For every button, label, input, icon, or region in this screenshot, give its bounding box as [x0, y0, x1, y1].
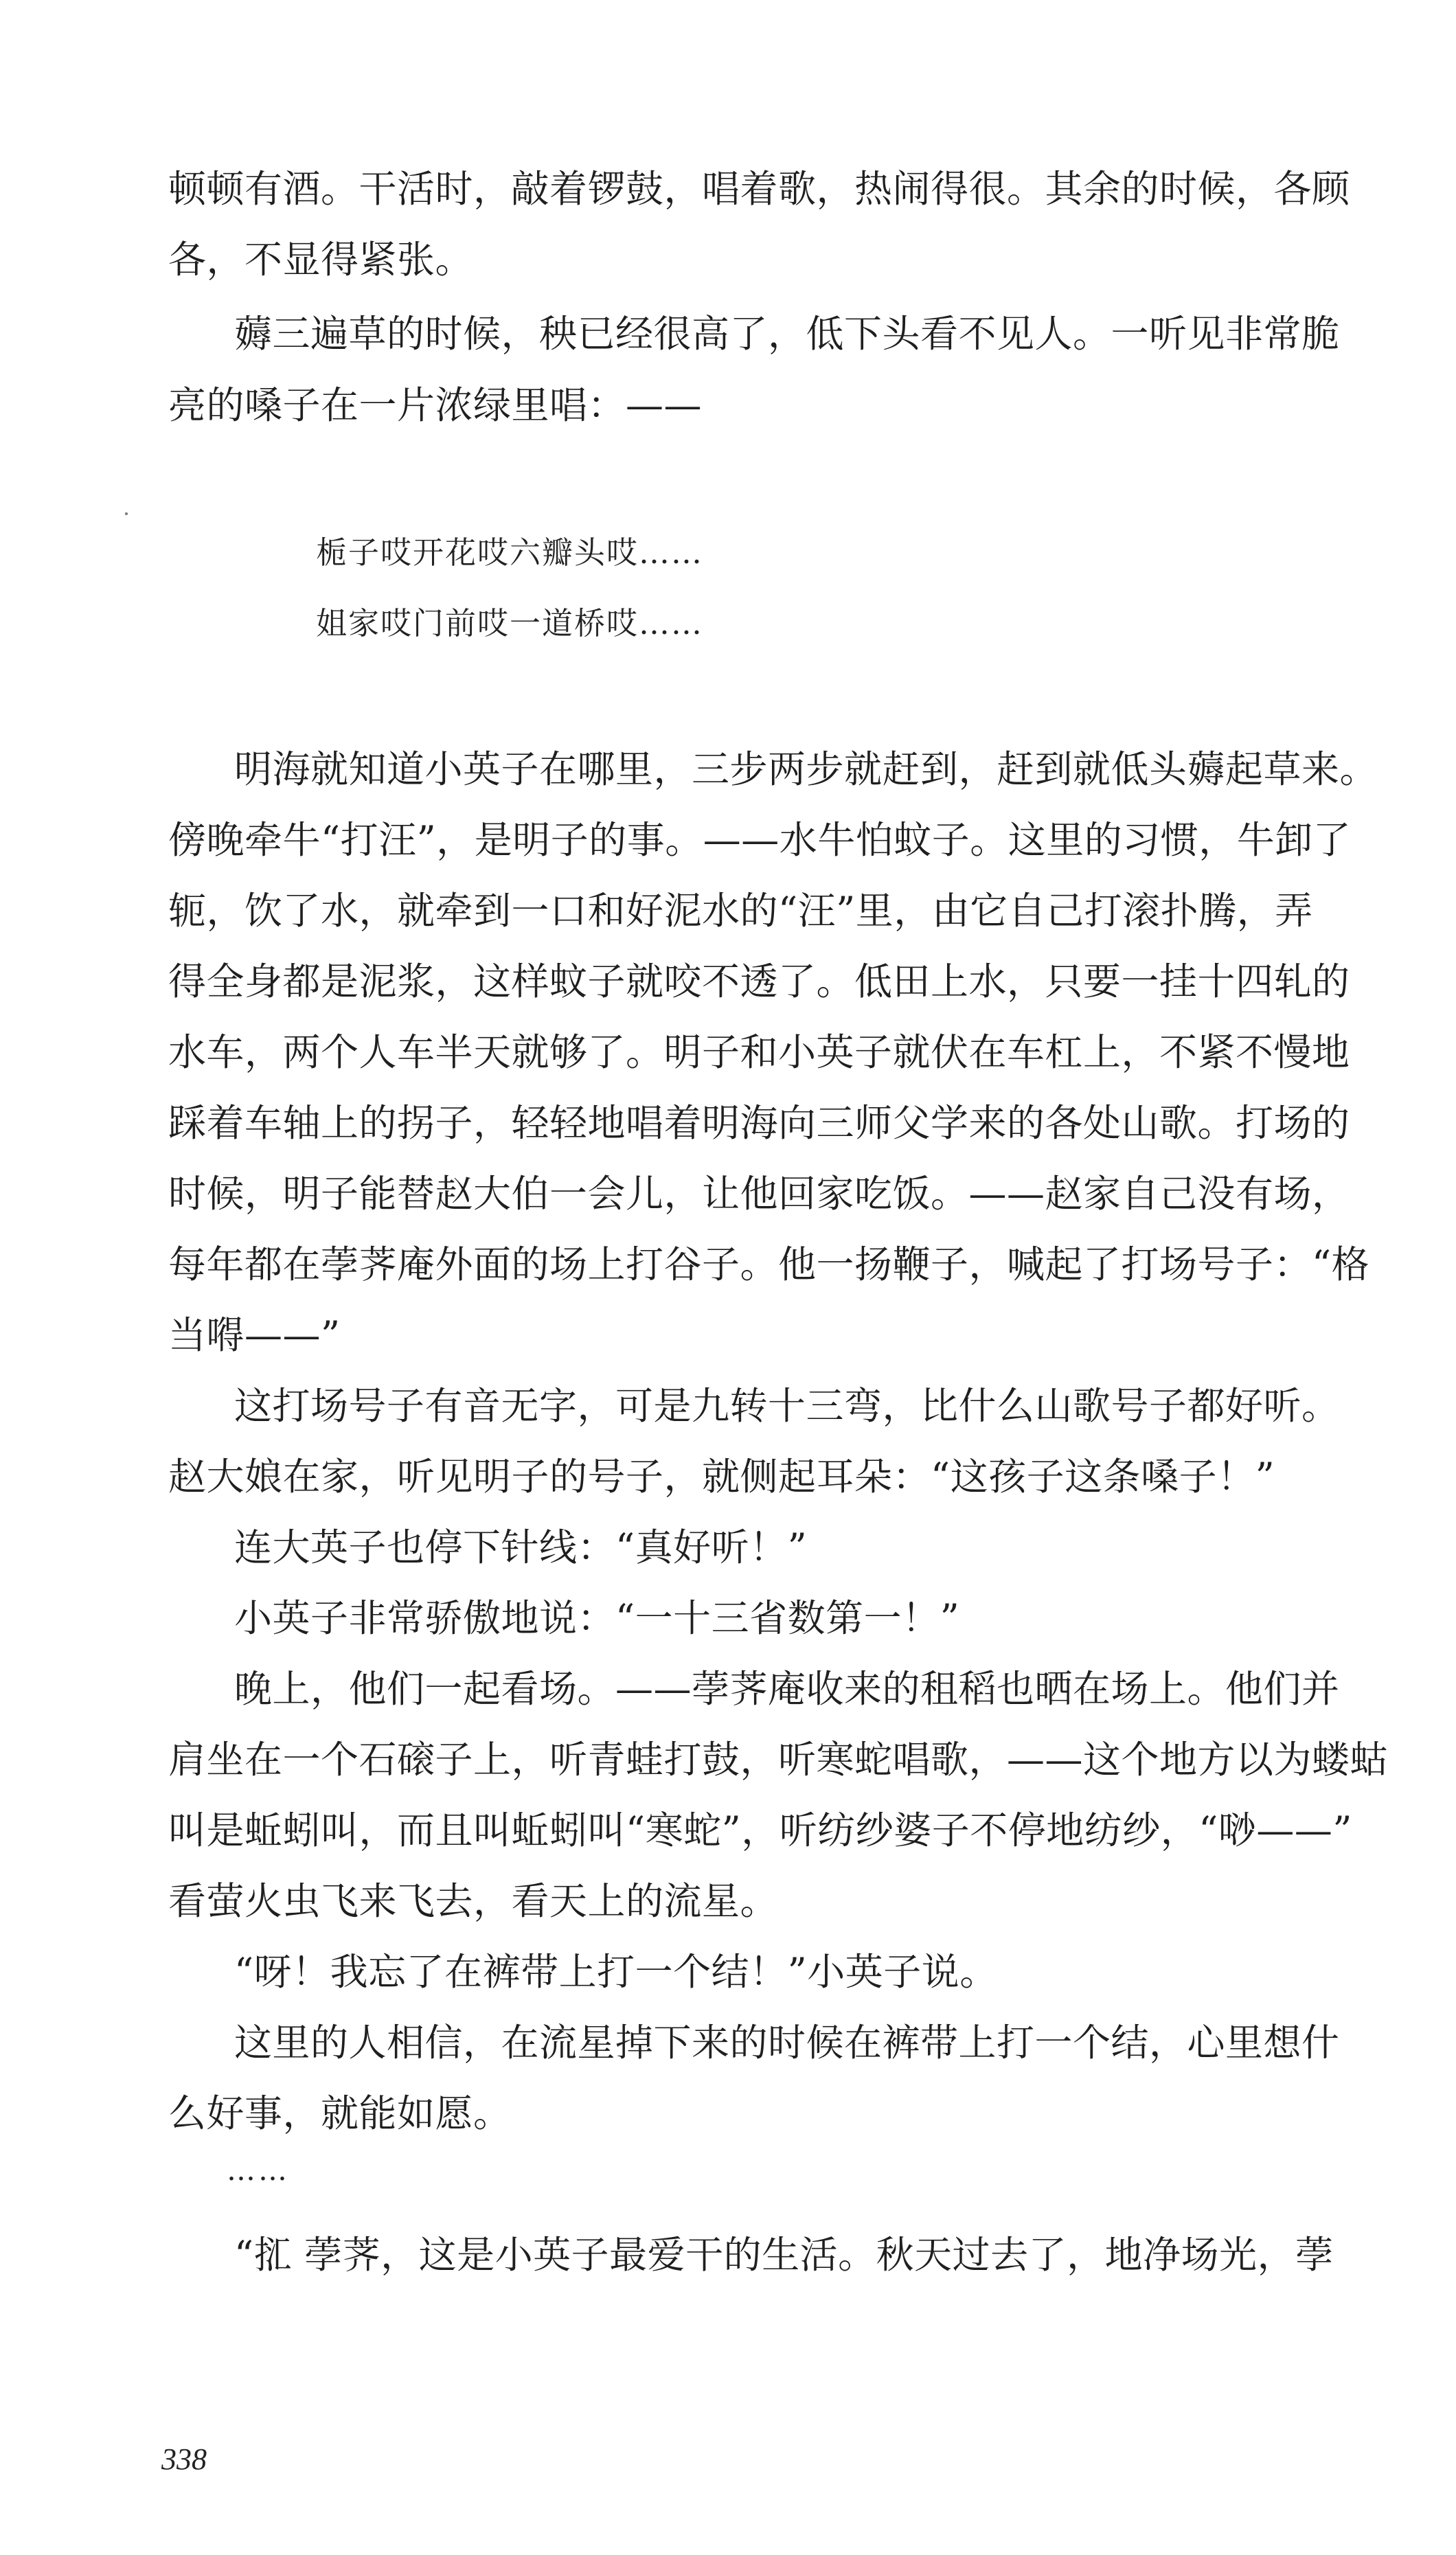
verse-line: 栀子哎开花哎六瓣头哎…… — [316, 534, 704, 571]
text-line: 薅三遍草的时候，秧已经很高了，低下头看不见人。一听见非常脆 — [234, 312, 1340, 356]
verse-line: 姐家哎门前哎一道桥哎…… — [316, 605, 704, 641]
text-line: 连大英子也停下针线：“真好听！” — [234, 1525, 808, 1569]
text-line: 肩坐在一个石磙子上，听青蛙打鼓，听寒蛇唱歌，——这个地方以为蝼蛄 — [168, 1738, 1389, 1782]
text-line: 傍晚牵牛“打汪”，是明子的事。——水牛怕蚊子。这里的习惯，牛卸了 — [168, 818, 1352, 862]
text-line: 当嘚——” — [168, 1313, 341, 1357]
text-line: 这里的人相信，在流星掉下来的时候在裤带上打一个结，心里想什 — [234, 2021, 1340, 2065]
text-line: 踩着车轴上的拐子，轻轻地唱着明海向三师父学来的各处山歌。打场的 — [168, 1101, 1350, 1145]
text-line: 叫是蚯蚓叫，而且叫蚯蚓叫“寒蛇”，听纺纱婆子不停地纺纱，“唦——” — [168, 1808, 1352, 1852]
text-line: 得全身都是泥浆，这样蚊子就咬不透了。低田上水，只要一挂十四轧的 — [168, 959, 1350, 1003]
text-line: 这打场号子有音无字，可是九转十三弯，比什么山歌号子都好听。 — [234, 1384, 1340, 1428]
text-line: 看萤火虫飞来飞去，看天上的流星。 — [168, 1879, 779, 1923]
text-line: 每年都在荸荠庵外面的场上打谷子。他一扬鞭子，喊起了打场号子：“格 — [168, 1242, 1370, 1286]
text-line: 水车，两个人车半天就够了。明子和小英子就伏在车杠上，不紧不慢地 — [168, 1030, 1350, 1074]
text-line: 明海就知道小英子在哪里，三步两步就赶到，赶到就低头薅起草来。 — [234, 747, 1378, 791]
page-number: 338 — [161, 2442, 207, 2476]
text-line: 亮的嗓子在一片浓绿里唱：—— — [168, 383, 703, 427]
text-line: 顿顿有酒。干活时，敲着锣鼓，唱着歌，热闹得很。其余的时候，各顾 — [168, 167, 1350, 211]
ellipsis-break: …… — [227, 2153, 290, 2187]
text-line: 赵大娘在家，听见明子的号子，就侧起耳朵：“这孩子这条嗓子！” — [168, 1455, 1275, 1499]
text-line: “呀！我忘了在裤带上打一个结！”小英子说。 — [234, 1950, 998, 1994]
margin-mark — [125, 512, 128, 515]
text-line: 么好事，就能如愿。 — [168, 2091, 512, 2135]
text-line: 各，不显得紧张。 — [168, 238, 474, 282]
text-line: 轭，饮了水，就牵到一口和好泥水的“汪”里，由它自己打滚扑腾，弄 — [168, 889, 1313, 933]
text-line: “㧟 荸荠，这是小英子最爱干的生活。秋天过去了，地净场光，荸 — [234, 2233, 1334, 2277]
text-line: 小英子非常骄傲地说：“一十三省数第一！” — [234, 1596, 960, 1640]
text-line: 晚上，他们一起看场。——荸荠庵收来的租稻也晒在场上。他们并 — [234, 1667, 1340, 1711]
text-line: 时候，明子能替赵大伯一会儿，让他回家吃饭。——赵家自己没有场， — [168, 1172, 1350, 1216]
